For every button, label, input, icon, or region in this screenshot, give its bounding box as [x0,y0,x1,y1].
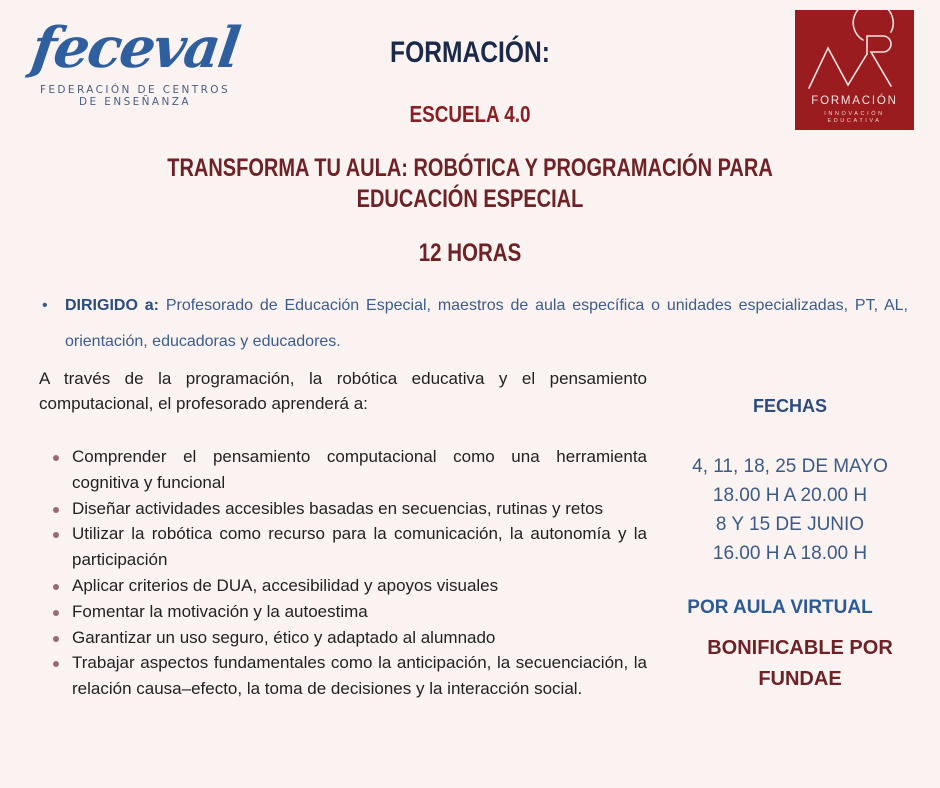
bullet-icon [53,636,59,642]
bullet-icon [53,584,59,590]
list-item [49,444,647,496]
course-title-line-2: EDUCACIÓN ESPECIAL [356,185,584,213]
funding-line-2: FUNDAE [758,668,842,690]
list-item-text: Fomentar la motivación y la autoestima [72,601,368,621]
page-title: FORMACIÓN: [390,36,550,69]
list-item [49,650,647,702]
agr-title: FORMACIÓN [811,95,898,107]
schedule-heading: FECHAS [752,396,827,416]
list-item [49,625,647,651]
list-item-text: Diseñar actividades accesibles basadas en secuencias, rutinas y retos [72,498,604,518]
schedule-line: 8 Y 15 DE JUNIO [715,514,865,535]
funding-line-1: BONIFICABLE POR [707,637,893,659]
list-item-text: Garantizar un uso seguro, ético y adaptado al alumnado [72,627,496,647]
list-item [49,599,647,625]
bullet-icon: • [42,297,48,314]
funding-note [655,633,940,695]
bullet-icon [53,610,59,616]
course-title-line-1: TRANSFORMA TU AULA: ROBÓTICA Y PROGRAMACIÓN PARA [167,154,773,182]
intro-paragraph: A través de la programación, la robótica educativa y el pensamiento computacional, el profesorado aprenderá a: [39,369,647,413]
list-item [49,496,647,522]
modality-label: POR AULA VIRTUAL [687,597,873,618]
list-item-text: Trabajar aspectos fundamentales como la anticipación, la secuenciación, la relación causa–efecto, la toma de decisiones y la interacción social. [72,653,647,699]
program-subtitle: ESCUELA 4.0 [409,101,531,127]
bullet-icon [53,661,59,667]
schedule-line: 4, 11, 18, 25 DE MAYO [692,456,888,477]
course-title [94,153,846,215]
schedule-dates [660,452,920,568]
bullet-icon [53,455,59,461]
agr-line-1: INNOVACIÓN [824,111,885,117]
audience-text: Profesorado de Educación Especial, maestros de aula específica o unidades especializadas, PT, AL, orientación, educadoras y educadores. [65,297,908,350]
bullet-icon [53,507,59,513]
audience-section [42,288,908,360]
schedule-line: 18.00 H A 20.00 H [712,485,868,506]
audience-text-block [48,288,908,360]
course-hours: 12 HORAS [418,239,522,267]
learning-outcomes-list [49,444,647,702]
feceval-tagline-1: FEDERACIÓN DE CENTROS [39,84,231,96]
list-item-text: Utilizar la robótica como recurso para la comunicación, la autonomía y la participación [72,524,647,570]
list-item [49,521,647,573]
list-item-text: Comprender el pensamiento computacional como una herramienta cognitiva y funcional [72,447,647,492]
audience-label: DIRIGIDO a: [65,297,159,314]
feceval-tagline-2: DE ENSEÑANZA [79,96,191,108]
agr-line-2: EDUCATIVA [827,118,882,124]
schedule-line: 16.00 H A 18.00 H [712,543,868,564]
list-item-text: Aplicar criterios de DUA, accesibilidad y apoyos visuales [72,575,499,595]
bullet-icon [53,532,59,538]
feceval-wordmark: feceval [27,15,243,81]
list-item [49,573,647,599]
